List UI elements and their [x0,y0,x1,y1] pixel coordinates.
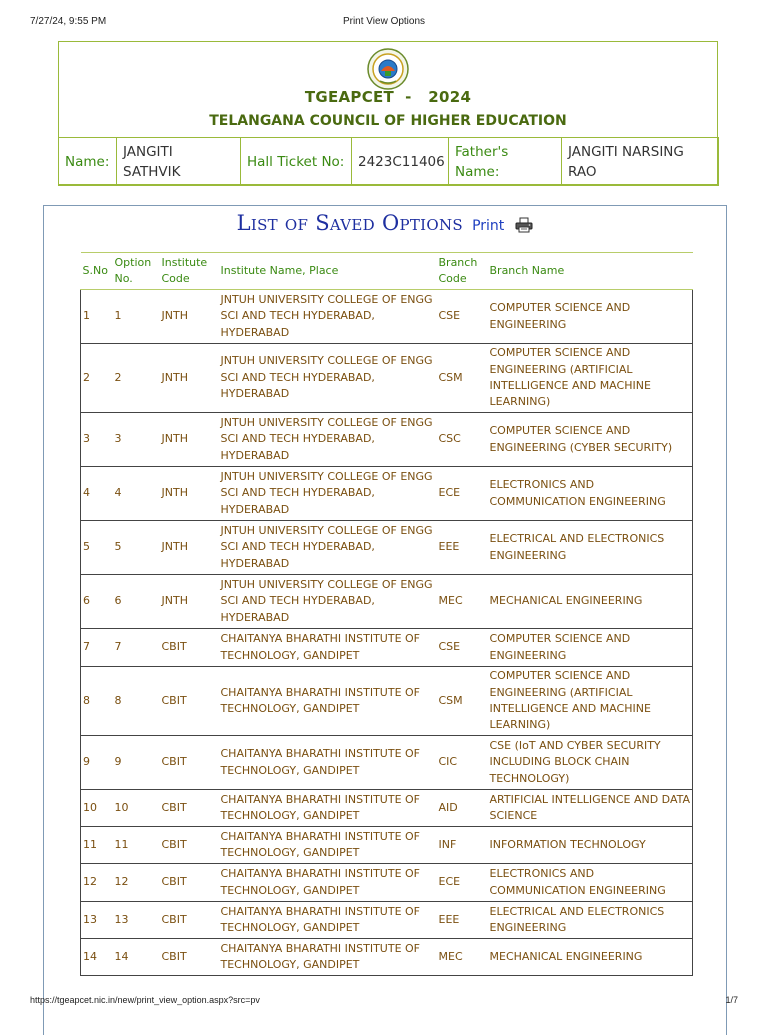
cell-institute-code: CBIT [160,667,219,736]
cell-institute-code: CBIT [160,902,219,939]
cell-sno: 1 [81,290,113,344]
col-header-institute-name: Institute Name, Place [219,253,437,290]
print-footer [30,995,738,1009]
cell-option-no: 8 [113,667,160,736]
cell-sno: 11 [81,827,113,864]
cell-option-no: 14 [113,939,160,976]
cell-institute-code: JNTH [160,521,219,575]
cell-sno: 4 [81,467,113,521]
cell-branch-name: CSE (IoT AND CYBER SECURITY INCLUDING BLOCK CHAIN TECHNOLOGY) [488,736,693,790]
saved-options-title: List of Saved Options [236,211,463,235]
table-row [81,413,693,467]
print-link[interactable]: Print [472,218,505,234]
candidate-header-box [58,41,718,185]
table-row [81,575,693,629]
cell-branch-name: ELECTRONICS AND COMMUNICATION ENGINEERING [488,864,693,902]
cell-sno: 8 [81,667,113,736]
print-url: https://tgeapcet.nic.in/new/print_view_option.aspx?src=pv [30,995,260,1005]
table-header-row [81,253,693,290]
cell-branch-name: INFORMATION TECHNOLOGY [488,827,693,864]
cell-branch-name: ELECTRICAL AND ELECTRONICS ENGINEERING [488,902,693,939]
tschoe-emblem-icon [366,47,410,91]
cell-option-no: 5 [113,521,160,575]
cell-option-no: 6 [113,575,160,629]
hall-ticket-number: 2423C11406 [352,138,449,186]
cell-branch-name: MECHANICAL ENGINEERING [488,575,693,629]
candidate-name: JANGITI SATHVIK [117,138,241,186]
cell-sno: 5 [81,521,113,575]
cell-option-no: 9 [113,736,160,790]
cell-option-no: 11 [113,827,160,864]
cell-institute-name: CHAITANYA BHARATHI INSTITUTE OF TECHNOLOGY, GANDIPET [219,790,437,827]
cell-branch-code: INF [437,827,488,864]
cell-branch-code: ECE [437,467,488,521]
printer-icon[interactable] [515,217,533,233]
cell-sno: 6 [81,575,113,629]
cell-institute-code: JNTH [160,413,219,467]
cell-sno: 7 [81,629,113,667]
print-header [30,16,738,30]
cell-branch-name: ELECTRICAL AND ELECTRONICS ENGINEERING [488,521,693,575]
col-header-branch-code: Branch Code [437,253,488,290]
exam-title: TGEAPCET - 2024 [304,88,472,106]
cell-institute-name: CHAITANYA BHARATHI INSTITUTE OF TECHNOLOGY, GANDIPET [219,736,437,790]
cell-institute-name: CHAITANYA BHARATHI INSTITUTE OF TECHNOLOGY, GANDIPET [219,667,437,736]
saved-options-panel [43,205,727,1035]
cell-branch-name: ELECTRONICS AND COMMUNICATION ENGINEERING [488,467,693,521]
cell-option-no: 12 [113,864,160,902]
father-name-label: Father's Name: [449,138,562,186]
saved-options-table [80,252,693,976]
col-header-institute-code: Institute Code [160,253,219,290]
hall-ticket-label: Hall Ticket No: [241,138,352,186]
cell-branch-name: MECHANICAL ENGINEERING [488,939,693,976]
cell-sno: 14 [81,939,113,976]
table-row [81,467,693,521]
council-title: TELANGANA COUNCIL OF HIGHER EDUCATION [209,113,567,129]
cell-institute-name: JNTUH UNIVERSITY COLLEGE OF ENGG SCI AND TECH HYDERABAD, HYDERABAD [219,521,437,575]
col-header-branch-name: Branch Name [488,253,693,290]
cell-institute-code: JNTH [160,575,219,629]
cell-institute-name: JNTUH UNIVERSITY COLLEGE OF ENGG SCI AND TECH HYDERABAD, HYDERABAD [219,467,437,521]
cell-option-no: 2 [113,344,160,413]
cell-branch-code: CIC [437,736,488,790]
cell-institute-code: JNTH [160,467,219,521]
cell-branch-code: CSM [437,667,488,736]
cell-sno: 2 [81,344,113,413]
table-row [81,939,693,976]
cell-branch-name: COMPUTER SCIENCE AND ENGINEERING (CYBER SECURITY) [488,413,693,467]
table-row [81,344,693,413]
cell-option-no: 10 [113,790,160,827]
cell-institute-name: JNTUH UNIVERSITY COLLEGE OF ENGG SCI AND TECH HYDERABAD, HYDERABAD [219,344,437,413]
cell-branch-code: MEC [437,939,488,976]
cell-branch-code: EEE [437,521,488,575]
cell-institute-code: CBIT [160,864,219,902]
cell-option-no: 3 [113,413,160,467]
table-row [81,790,693,827]
print-page-number: 1/7 [725,995,738,1005]
print-page-title: Print View Options [342,16,426,27]
cell-institute-code: CBIT [160,736,219,790]
cell-branch-code: EEE [437,902,488,939]
table-row [81,827,693,864]
print-datetime: 7/27/24, 9:55 PM [30,16,107,27]
cell-branch-name: COMPUTER SCIENCE AND ENGINEERING (ARTIFICIAL INTELLIGENCE AND MACHINE LEARNING) [488,667,693,736]
table-row [81,864,693,902]
father-name: JANGITI NARSING RAO [562,138,719,186]
table-row [81,629,693,667]
cell-institute-code: CBIT [160,629,219,667]
col-header-sno: S.No [81,253,113,290]
name-label: Name: [59,138,117,186]
cell-institute-name: JNTUH UNIVERSITY COLLEGE OF ENGG SCI AND TECH HYDERABAD, HYDERABAD [219,575,437,629]
table-row [81,902,693,939]
cell-branch-code: CSE [437,290,488,344]
cell-branch-name: ARTIFICIAL INTELLIGENCE AND DATA SCIENCE [488,790,693,827]
cell-option-no: 1 [113,290,160,344]
cell-branch-code: CSE [437,629,488,667]
cell-institute-name: JNTUH UNIVERSITY COLLEGE OF ENGG SCI AND TECH HYDERABAD, HYDERABAD [219,290,437,344]
cell-institute-name: JNTUH UNIVERSITY COLLEGE OF ENGG SCI AND TECH HYDERABAD, HYDERABAD [219,413,437,467]
cell-option-no: 4 [113,467,160,521]
cell-institute-code: CBIT [160,939,219,976]
cell-institute-name: CHAITANYA BHARATHI INSTITUTE OF TECHNOLOGY, GANDIPET [219,864,437,902]
table-row [81,521,693,575]
cell-branch-name: COMPUTER SCIENCE AND ENGINEERING [488,629,693,667]
cell-institute-name: CHAITANYA BHARATHI INSTITUTE OF TECHNOLOGY, GANDIPET [219,902,437,939]
cell-institute-code: CBIT [160,790,219,827]
cell-sno: 3 [81,413,113,467]
cell-branch-code: MEC [437,575,488,629]
cell-branch-code: CSC [437,413,488,467]
table-row [81,667,693,736]
cell-branch-code: ECE [437,864,488,902]
cell-institute-name: CHAITANYA BHARATHI INSTITUTE OF TECHNOLOGY, GANDIPET [219,827,437,864]
cell-institute-code: JNTH [160,344,219,413]
cell-institute-code: CBIT [160,827,219,864]
cell-institute-name: CHAITANYA BHARATHI INSTITUTE OF TECHNOLOGY, GANDIPET [219,939,437,976]
cell-sno: 9 [81,736,113,790]
cell-option-no: 7 [113,629,160,667]
candidate-info-table [58,137,719,186]
cell-branch-name: COMPUTER SCIENCE AND ENGINEERING (ARTIFICIAL INTELLIGENCE AND MACHINE LEARNING) [488,344,693,413]
cell-option-no: 13 [113,902,160,939]
col-header-option-no: Option No. [113,253,160,290]
cell-branch-code: AID [437,790,488,827]
cell-sno: 10 [81,790,113,827]
cell-institute-code: JNTH [160,290,219,344]
table-row [81,736,693,790]
saved-options-heading [44,211,726,235]
cell-sno: 12 [81,864,113,902]
cell-sno: 13 [81,902,113,939]
cell-institute-name: CHAITANYA BHARATHI INSTITUTE OF TECHNOLOGY, GANDIPET [219,629,437,667]
table-row [81,290,693,344]
cell-branch-code: CSM [437,344,488,413]
cell-branch-name: COMPUTER SCIENCE AND ENGINEERING [488,290,693,344]
